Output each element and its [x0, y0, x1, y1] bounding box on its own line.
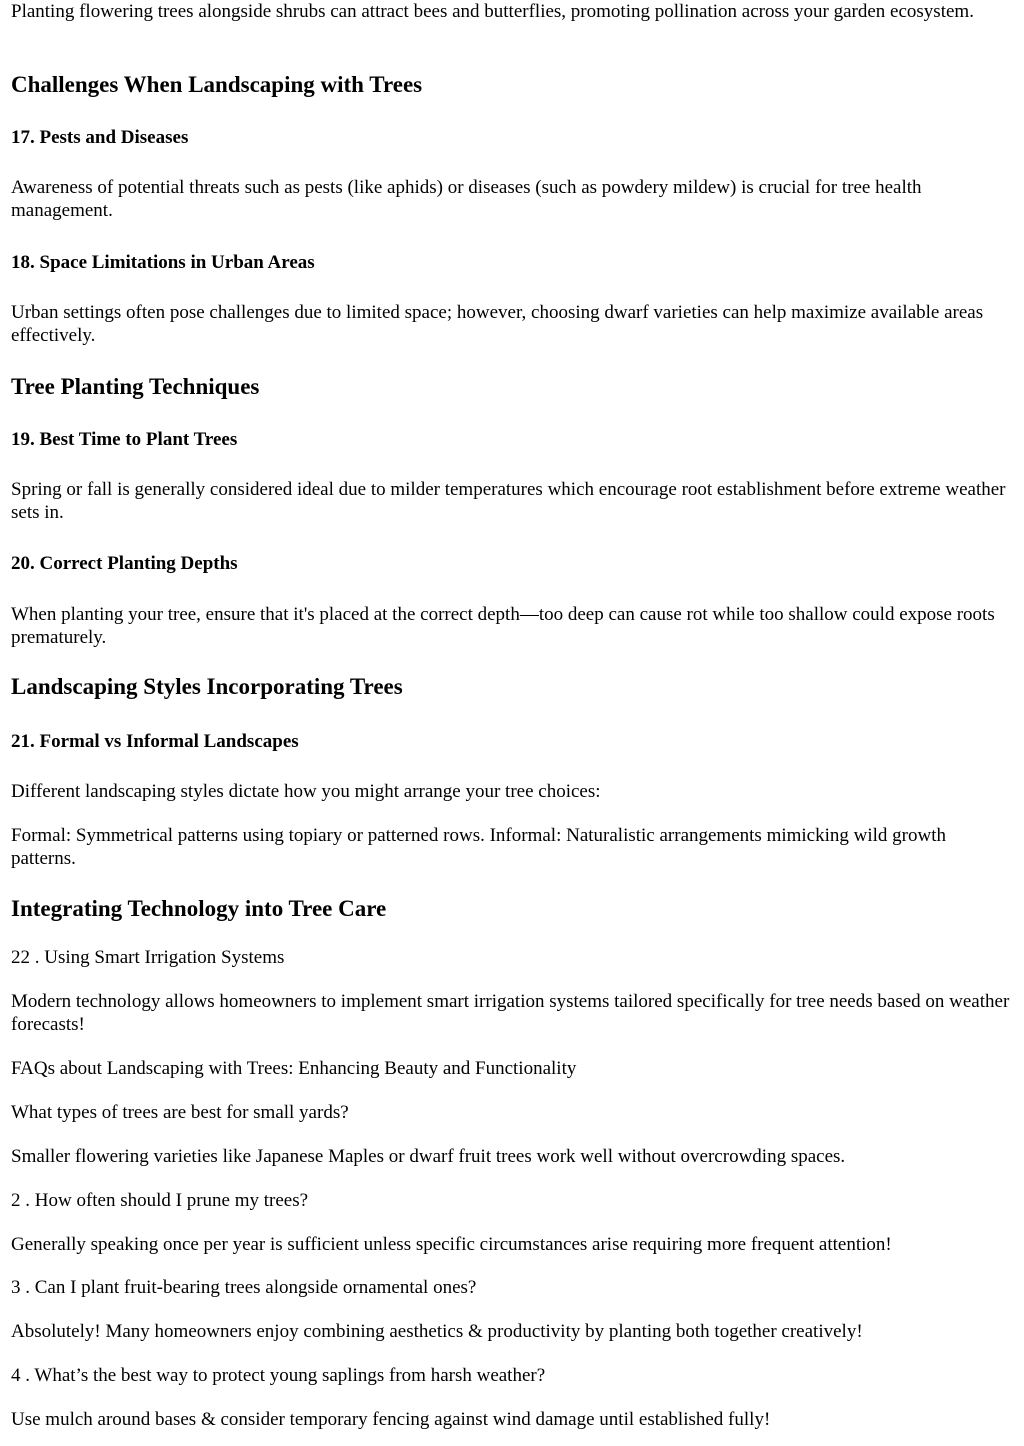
styles-heading: Landscaping Styles Incorporating Trees	[11, 674, 403, 699]
formal-informal-paragraph: Different landscaping styles dictate how you might arrange your tree choices:	[11, 781, 601, 802]
irrigation-paragraph: Modern technology allows homeowners to implement smart irrigation systems tailored specifically for tree needs based on weather forecasts!	[11, 991, 1010, 1035]
challenges-heading: Challenges When Landscaping with Trees	[11, 72, 423, 97]
formal-informal-detail: Formal: Symmetrical patterns using topiary or patterned rows. Informal: Naturalistic arrangements mimicking wild growth patterns.	[11, 825, 946, 869]
irrigation-title: 22 . Using Smart Irrigation Systems	[11, 947, 285, 968]
faq-answer: Use mulch around bases & consider temporary fencing against wind damage until established fully!	[11, 1409, 771, 1430]
faq-question: 2 . How often should I prune my trees?	[11, 1190, 309, 1211]
intro-paragraph: Planting flowering trees alongside shrubs can attract bees and butterflies, promoting pollination across your garden ecosystem.	[11, 1, 974, 22]
faq-answer: Smaller flowering varieties like Japanese Maples or dwarf fruit trees work well without overcrowding spaces.	[11, 1146, 846, 1167]
planting-heading: Tree Planting Techniques	[11, 374, 260, 399]
faq-answer: Generally speaking once per year is sufficient unless specific circumstances arise requiring more frequent attention!	[11, 1234, 892, 1255]
faq-question: 4 . What’s the best way to protect young saplings from harsh weather?	[11, 1365, 546, 1386]
faqs-title: FAQs about Landscaping with Trees: Enhancing Beauty and Functionality	[11, 1058, 577, 1079]
faq-question: 3 . Can I plant fruit-bearing trees alongside ornamental ones?	[11, 1277, 477, 1298]
space-paragraph: Urban settings often pose challenges due to limited space; however, choosing dwarf varieties can help maximize available areas effectively.	[11, 302, 984, 346]
faq-answer: Absolutely! Many homeowners enjoy combining aesthetics & productivity by planting both together creatively!	[11, 1321, 863, 1342]
depths-title: 20. Correct Planting Depths	[11, 553, 238, 574]
pests-title: 17. Pests and Diseases	[11, 127, 189, 148]
technology-heading: Integrating Technology into Tree Care	[11, 896, 387, 921]
faq-question: What types of trees are best for small yards?	[11, 1102, 349, 1123]
space-title: 18. Space Limitations in Urban Areas	[11, 252, 315, 273]
pests-paragraph: Awareness of potential threats such as pests (like aphids) or diseases (such as powdery mildew) is crucial for tree health management.	[11, 177, 922, 221]
formal-informal-title: 21. Formal vs Informal Landscapes	[11, 731, 299, 752]
depths-paragraph: When planting your tree, ensure that it's placed at the correct depth—too deep can cause rot while too shallow could expose roots prematurely.	[11, 604, 995, 648]
best-time-title: 19. Best Time to Plant Trees	[11, 429, 238, 450]
best-time-paragraph: Spring or fall is generally considered ideal due to milder temperatures which encourage root establishment before extreme weather sets in.	[11, 479, 1006, 523]
